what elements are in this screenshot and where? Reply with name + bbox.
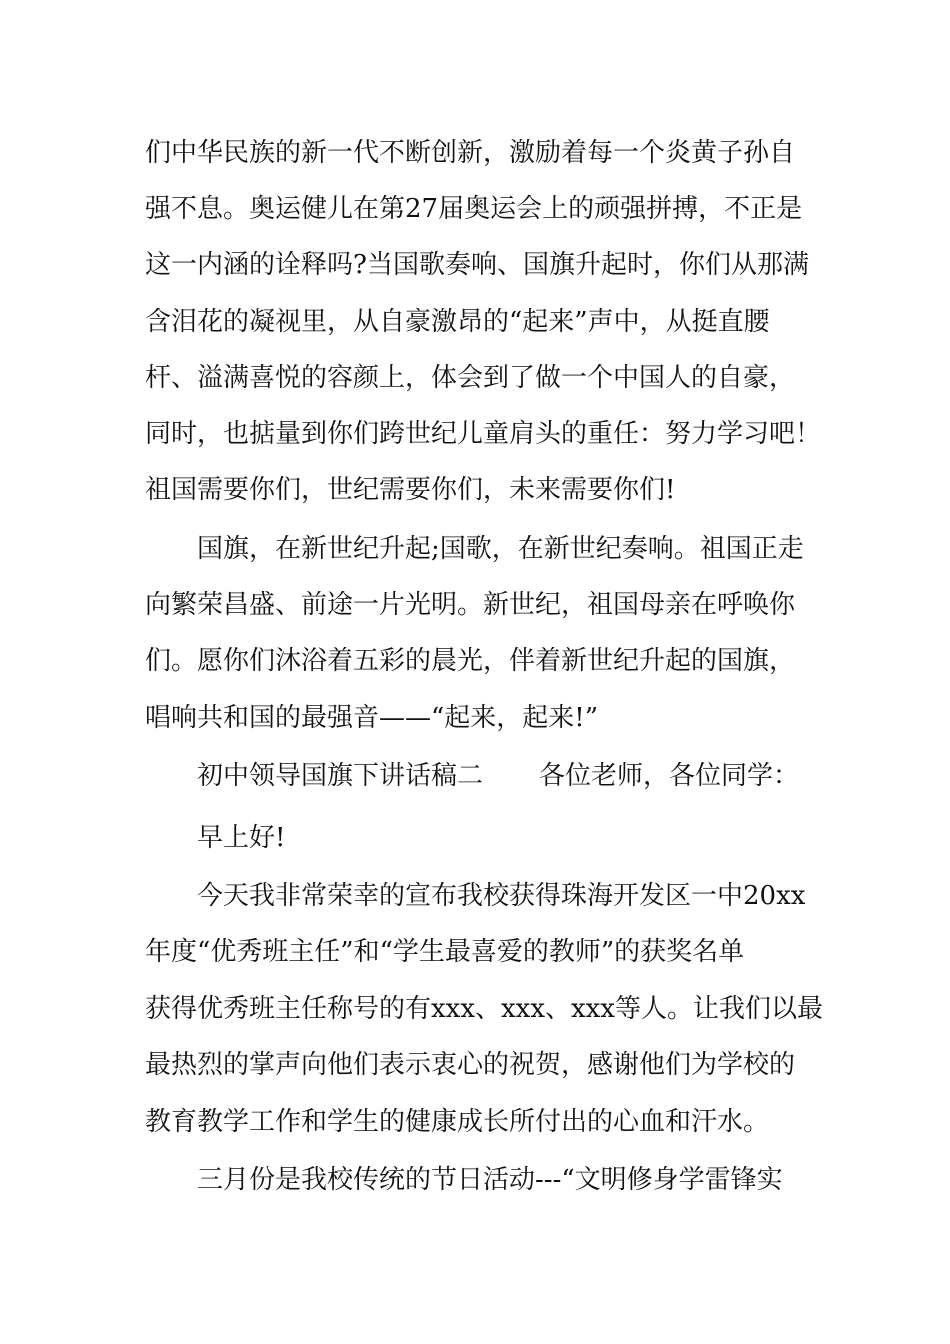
paragraph-first-line: 今天我非常荣幸的宣布我校获得珠海开发区一中20xx [197,881,806,911]
text-line: 们。愿你们沐浴着五彩的晨光，伴着新世纪升起的国旗， [145,646,796,676]
text-line: 年度“优秀班主任”和“学生最喜爱的教师”的获奖名单 [145,937,745,967]
section-heading-line [197,756,877,796]
text-line: 强不息。奥运健儿在第27届奥运会上的顽强拼搏，不正是 [145,194,803,224]
paragraph-first-line: 国旗，在新世纪升起;国歌，在新世纪奏响。祖国正走 [197,534,804,564]
text-line: 最热烈的掌声向他们表示衷心的祝贺，感谢他们为学校的 [145,1050,796,1080]
paragraph-first-line: 三月份是我校传统的节日活动---“文明修身学雷锋实 [197,1165,783,1195]
text-line: 含泪花的凝视里，从自豪激昂的“起来”声中，从挺直腰 [145,307,770,337]
text-line: 们中华民族的新一代不断创新，激励着每一个炎黄子孙自 [145,138,796,168]
text-line: 唱响共和国的最强音——“起来，起来!” [145,703,599,733]
speech-salutation: 各位老师，各位同学： [539,761,800,791]
text-line: 杆、溢满喜悦的容颜上，体会到了做一个中国人的自豪， [145,363,796,393]
text-line: 向繁荣昌盛、前途一片光明。新世纪，祖国母亲在呼唤你 [145,590,796,620]
text-line: 教育教学工作和学生的健康成长所付出的心血和汗水。 [145,1107,770,1137]
greeting-line: 早上好! [197,823,286,853]
text-line: 同时，也掂量到你们跨世纪儿童肩头的重任：努力学习吧！ [145,419,822,449]
text-line: 这一内涵的诠释吗?当国歌奏响、国旗升起时，你们从那满 [145,250,809,280]
text-line: 祖国需要你们，世纪需要你们，未来需要你们! [145,475,676,505]
speech-title: 初中领导国旗下讲话稿二 [197,761,484,791]
text-line: 获得优秀班主任称号的有xxx、xxx、xxx等人。让我们以最 [145,994,823,1024]
